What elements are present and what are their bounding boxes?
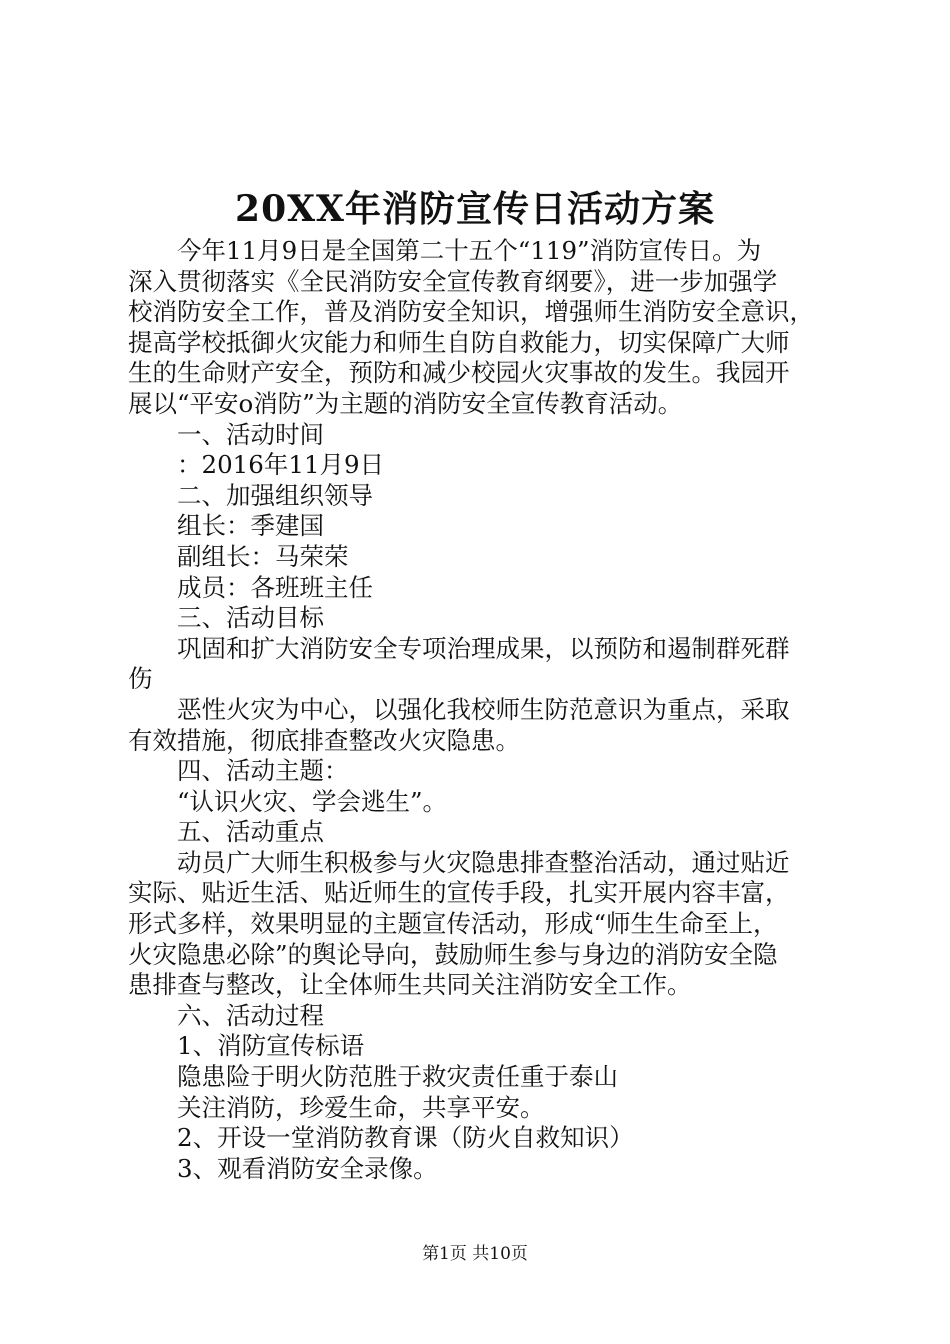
text-line: 实际、贴近生活、贴近师生的宣传手段，扎实开展内容丰富， bbox=[128, 878, 790, 908]
document-title: 20XX年消防宣传日活动方案 bbox=[235, 188, 715, 230]
section-heading: 三、活动目标 bbox=[128, 603, 324, 633]
document-body bbox=[128, 236, 840, 1184]
section-heading: 四、活动主题： bbox=[128, 756, 349, 786]
text-line: 副组长：马荣荣 bbox=[128, 541, 349, 571]
text-line: 2、开设一堂消防教育课（防火自救知识） bbox=[128, 1123, 634, 1153]
text-line: 深入贯彻落实《全民消防安全宣传教育纲要》，进一步加强学 bbox=[128, 266, 778, 296]
text-line: 成员：各班班主任 bbox=[128, 572, 373, 602]
text-line: 组长：季建国 bbox=[128, 511, 324, 541]
text-line: 3、观看消防安全录像。 bbox=[128, 1153, 438, 1183]
text-line: 提高学校抵御火灾能力和师生自防自救能力，切实保障广大师 bbox=[128, 327, 790, 357]
text-line: 伤 bbox=[128, 664, 153, 694]
text-line: 生的生命财产安全，预防和减少校园火灾事故的发生。我园开 bbox=[128, 358, 790, 388]
section-heading: 一、活动时间 bbox=[128, 419, 324, 449]
text-line: 恶性火灾为中心，以强化我校师生防范意识为重点，采取 bbox=[128, 694, 790, 724]
section-heading: 五、活动重点 bbox=[128, 817, 324, 847]
text-line: 形式多样，效果明显的主题宣传活动，形成“师生生命至上， bbox=[128, 909, 778, 939]
text-line: 展以“平安o消防”为主题的消防安全宣传教育活动。 bbox=[128, 388, 683, 418]
text-line: 患排查与整改，让全体师生共同关注消防安全工作。 bbox=[128, 970, 692, 1000]
text-line: “认识火灾、学会逃生”。 bbox=[128, 786, 448, 816]
text-line: 隐患险于明火防范胜于救灾责任重于泰山 bbox=[128, 1062, 618, 1092]
text-line: 今年11月9日是全国第二十五个“119”消防宣传日。为 bbox=[128, 236, 762, 265]
text-line: 有效措施，彻底排查整改火灾隐患。 bbox=[128, 725, 520, 755]
section-heading: 六、活动过程 bbox=[128, 1000, 324, 1030]
text-line: ：2016年11月9日 bbox=[128, 450, 385, 480]
text-line: 1、消防宣传标语 bbox=[128, 1031, 365, 1061]
text-line: 关注消防，珍爱生命，共享平安。 bbox=[128, 1092, 545, 1122]
text-line: 巩固和扩大消防安全专项治理成果，以预防和遏制群死群 bbox=[128, 633, 790, 663]
text-line: 校消防安全工作，普及消防安全知识，增强师生消防安全意识， bbox=[128, 297, 814, 327]
text-line: 火灾隐患必除”的舆论导向，鼓励师生参与身边的消防安全隐 bbox=[128, 939, 778, 969]
section-heading: 二、加强组织领导 bbox=[128, 480, 373, 510]
text-line: 动员广大师生积极参与火灾隐患排查整治活动，通过贴近 bbox=[128, 847, 790, 877]
page-footer: 第1页 共10页 bbox=[422, 1244, 528, 1264]
